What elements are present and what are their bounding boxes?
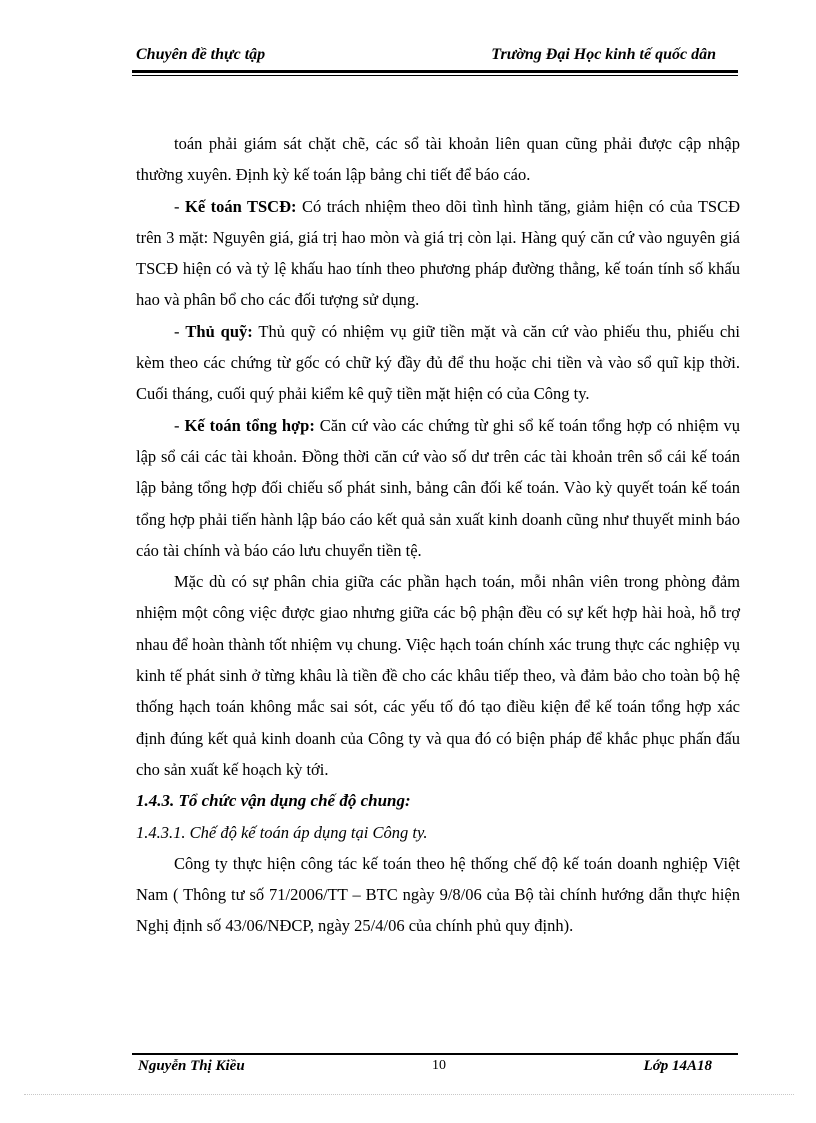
paragraph-text: Thủ quỹ có nhiệm vụ giữ tiền mặt và căn cứ vào phiếu thu, phiếu chi kèm theo các chứng từ gốc có chữ ký đầy đủ để thu hoặc chi tiền và vào sổ quĩ kịp thời. Cuối tháng, cuối quý phải kiểm kê quỹ tiền mặt hiện có của Công ty. bbox=[136, 321, 740, 404]
footer-author: Nguyễn Thị Kiều bbox=[138, 1058, 245, 1074]
term-ke-toan-tong-hop: Kế toán tổng hợp: bbox=[184, 415, 315, 435]
paragraph-ke-toan-tscd bbox=[136, 191, 740, 316]
subsection-heading-1-4-3-1: 1.4.3.1. Chế độ kế toán áp dụng tại Công ty. bbox=[136, 822, 428, 842]
bullet-dash: - bbox=[174, 415, 185, 435]
paragraph-text: Căn cứ vào các chứng từ ghi sổ kế toán tổng hợp có nhiệm vụ lập sổ cái các tài khoản. Đồng thời căn cứ vào số dư trên các tài khoản trên sổ cái kế toán lập bảng tổng hợp đối chiếu số phát sinh, bảng cân đối kế toán. Vào kỳ quyết toán kế toán tổng hợp phải tiến hành lập báo cáo kết quả sản xuất kinh doanh cũng như thuyết minh báo cáo tài chính và báo cáo lưu chuyển tiền tệ. bbox=[136, 415, 741, 560]
page-header bbox=[132, 44, 738, 68]
paragraph-text: Có trách nhiệm theo dõi tình hình tăng, giảm hiện có của TSCĐ trên 3 mặt: Nguyên giá, giá trị hao mòn và giá trị còn lại. Hàng quý căn cứ vào nguyên giá TSCĐ hiện có và tỷ lệ khấu hao tính theo phương pháp đường thẳng, kế toán tính số khấu hao và phân bổ cho các đối tượng sử dụng. bbox=[136, 196, 741, 310]
paragraph-thu-quy bbox=[136, 316, 740, 410]
paragraph-che-do-ke-toan: Công ty thực hiện công tác kế toán theo hệ thống chế độ kế toán doanh nghiệp Việt Nam ( Thông tư số 71/2006/TT – BTC ngày 9/8/06 của Bộ tài chính hướng dẫn thực hiện Nghị định số 43/06/NĐCP, ngày 25/4/06 của chính phủ quy định). bbox=[136, 853, 740, 936]
page-number: 10 bbox=[432, 1058, 446, 1073]
paragraph-continuation: toán phải giám sát chặt chẽ, các sổ tài khoản liên quan cũng phải được cập nhập thường xuyên. Định kỳ kế toán lập bảng chi tiết để báo cáo. bbox=[136, 134, 740, 185]
page-footer bbox=[132, 1058, 738, 1080]
term-ke-toan-tscd: Kế toán TSCĐ: bbox=[184, 196, 297, 216]
paragraph-phan-chia: Mặc dù có sự phân chia giữa các phần hạch toán, mỗi nhân viên trong phòng đảm nhiệm một công việc được giao nhưng giữa các bộ phận đều có sự kết hợp hài hoà, hỗ trợ nhau để hoàn thành tốt nhiệm vụ chung. Việc hạch toán chính xác trung thực các nghiệp vụ kinh tế phát sinh ở từng khâu là tiền đề cho các khâu tiếp theo, và đảm bảo cho toàn bộ hệ thống hạch toán không mắc sai sót, các yếu tố đó tạo điều kiện để kế toán tổng hợp xác định đúng kết quả kinh doanh của Công ty và qua đó có biện pháp để khắc phục phấn đấu cho sản xuất kế hoạch kỳ tới. bbox=[136, 572, 740, 779]
term-thu-quy: Thủ quỹ: bbox=[185, 321, 253, 341]
bullet-dash: - bbox=[174, 196, 185, 216]
page-bottom-dotted-border bbox=[24, 1094, 794, 1095]
bullet-dash: - bbox=[174, 321, 186, 341]
header-left-title: Chuyên đề thực tập bbox=[136, 46, 266, 63]
footer-class: Lớp 14A18 bbox=[643, 1058, 712, 1074]
header-rule-thin bbox=[132, 75, 738, 76]
header-rule-thick bbox=[132, 70, 738, 73]
paragraph-ke-toan-tong-hop bbox=[136, 410, 740, 566]
footer-rule bbox=[132, 1053, 738, 1055]
document-body bbox=[136, 128, 740, 942]
header-right-title: Trường Đại Học kinh tế quốc dân bbox=[491, 46, 716, 63]
section-heading-1-4-3: 1.4.3. Tổ chức vận dụng chế độ chung: bbox=[136, 791, 411, 811]
